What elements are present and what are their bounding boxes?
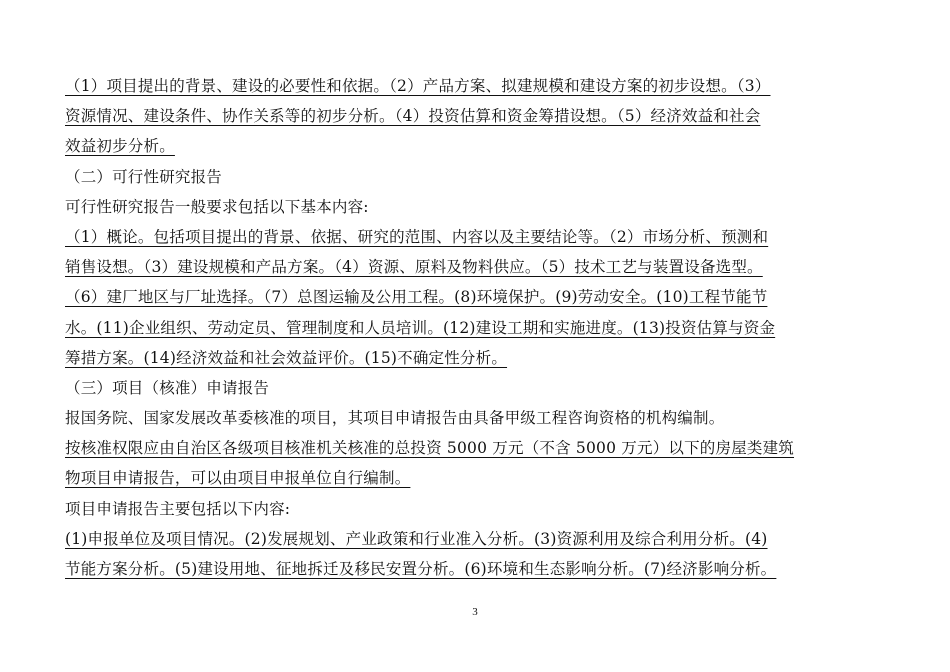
underlined-text: 水。(11)企业组织、劳动定员、管理制度和人员培训。(12)建设工期和实施进度。(13)投资估算与资金 (65, 318, 776, 337)
text-line (65, 524, 887, 554)
page-number: 3 (472, 606, 478, 618)
underlined-text: （1）概论。包括项目提出的背景、依据、研究的范围、内容以及主要结论等。（2）市场分析、预测和 (65, 227, 769, 246)
text-line (65, 252, 887, 282)
text-line (65, 131, 887, 161)
text-line (65, 433, 887, 463)
plain-text: （二）可行性研究报告 (65, 167, 223, 186)
text-line (65, 282, 887, 312)
underlined-text: 物项目申请报告，可以由项目申报单位自行编制。 (65, 469, 411, 488)
text-line (65, 101, 887, 131)
text-line (65, 192, 887, 222)
text-line (65, 313, 887, 343)
plain-text: 项目申请报告主要包括以下内容: (65, 499, 291, 518)
underlined-text: 销售设想。（3）建设规模和产品方案。（4）资源、原料及物料供应。（5）技术工艺与装置设备选型。 (65, 258, 763, 277)
text-line (65, 494, 887, 524)
body-text (65, 71, 887, 584)
underlined-text: 节能方案分析。(5)建设用地、征地拆迁及移民安置分析。(6)环境和生态影响分析。(7)经济影响分析。 (65, 560, 777, 578)
plain-text: 报国务院、国家发展改革委核准的项目，其项目申请报告由具备甲级工程咨询资格的机构编制。 (65, 409, 725, 428)
text-line (65, 222, 887, 252)
text-line (65, 71, 887, 101)
text-line (65, 463, 887, 493)
underlined-text: (1)申报单位及项目情况。(2)发展规划、产业政策和行业准入分析。(3)资源利用及综合利用分析。(4) (65, 529, 768, 548)
plain-text: （三）项目（核准）申请报告 (65, 378, 270, 397)
underlined-text: 筹措方案。(14)经济效益和社会效益评价。(15)不确定性分析。 (65, 348, 508, 367)
underlined-text: （1）项目提出的背景、建设的必要性和依据。（2）产品方案、拟建规模和建设方案的初步设想。（3） (65, 77, 771, 95)
text-line (65, 373, 887, 403)
underlined-text: 按核准权限应由自治区各级项目核准机关核准的总投资 5000 万元（不含 5000 万元）以下的房屋类建筑 (65, 439, 795, 458)
text-line (65, 554, 887, 584)
underlined-text: 资源情况、建设条件、协作关系等的初步分析。（4）投资估算和资金筹措设想。（5）经济效益和社会 (65, 107, 761, 126)
underlined-text: （6）建厂地区与厂址选择。（7）总图运输及公用工程。(8)环境保护。(9)劳动安全。(10)工程节能节 (65, 288, 768, 307)
underlined-text: 效益初步分析。 (65, 137, 175, 156)
plain-text: 可行性研究报告一般要求包括以下基本内容: (65, 197, 369, 216)
text-line (65, 403, 887, 433)
text-line (65, 162, 887, 192)
text-line (65, 343, 887, 373)
